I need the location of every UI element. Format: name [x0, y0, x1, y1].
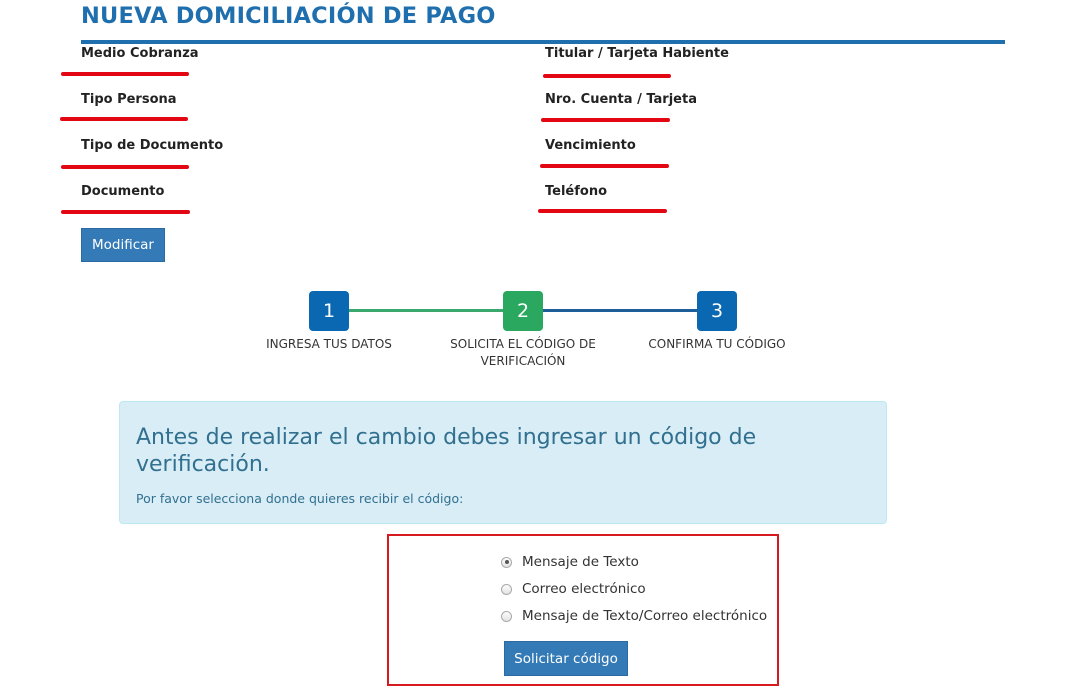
- field-label-medio-cobranza: Medio Cobranza: [81, 46, 199, 61]
- info-subtext: Por favor selecciona donde quieres recibir el código:: [136, 491, 464, 506]
- step-2-badge: 2: [503, 291, 543, 331]
- info-panel: [119, 401, 887, 524]
- title-divider: [81, 40, 1005, 44]
- redaction-mark: [60, 117, 188, 121]
- modify-button[interactable]: Modificar: [81, 228, 165, 262]
- radio-option-sms[interactable]: [501, 552, 639, 572]
- delivery-options-box: [387, 534, 779, 686]
- field-label-tipo-persona: Tipo Persona: [81, 92, 177, 107]
- radio-label-email: Correo electrónico: [522, 581, 646, 597]
- request-code-button[interactable]: Solicitar código: [504, 641, 628, 676]
- redaction-mark: [540, 164, 669, 168]
- radio-email[interactable]: [501, 584, 512, 595]
- radio-label-sms-email: Mensaje de Texto/Correo electrónico: [522, 608, 768, 624]
- step-2-label: SOLICITA EL CÓDIGO DE VERIFICACIÓN: [450, 337, 596, 368]
- step-1-badge: 1: [309, 291, 349, 331]
- step-3-label: CONFIRMA TU CÓDIGO: [648, 337, 786, 351]
- radio-label-sms: Mensaje de Texto: [522, 554, 639, 570]
- stepper-connector: [523, 309, 717, 312]
- redaction-mark: [543, 74, 671, 78]
- radio-option-email[interactable]: [501, 579, 646, 599]
- field-label-nro-cuenta: Nro. Cuenta / Tarjeta: [545, 92, 697, 107]
- field-label-vencimiento: Vencimiento: [545, 138, 636, 153]
- step-3-badge: 3: [697, 291, 737, 331]
- redaction-mark: [61, 165, 189, 169]
- radio-option-sms-email[interactable]: [501, 606, 767, 626]
- field-label-telefono: Teléfono: [545, 184, 608, 199]
- info-heading: Antes de realizar el cambio debes ingresar un código de verificación.: [136, 425, 757, 477]
- radio-sms[interactable]: [501, 557, 512, 568]
- page-title: NUEVA DOMICILIACIÓN DE PAGO: [81, 3, 496, 29]
- field-label-titular: Titular / Tarjeta Habiente: [545, 46, 729, 61]
- redaction-mark: [538, 209, 667, 213]
- step-1-label: INGRESA TUS DATOS: [266, 337, 392, 351]
- redaction-mark: [61, 72, 189, 76]
- field-label-tipo-documento: Tipo de Documento: [81, 138, 224, 153]
- radio-sms-email[interactable]: [501, 611, 512, 622]
- field-label-documento: Documento: [81, 184, 165, 199]
- redaction-mark: [541, 118, 670, 122]
- redaction-mark: [61, 210, 190, 214]
- stepper-connector: [330, 309, 523, 312]
